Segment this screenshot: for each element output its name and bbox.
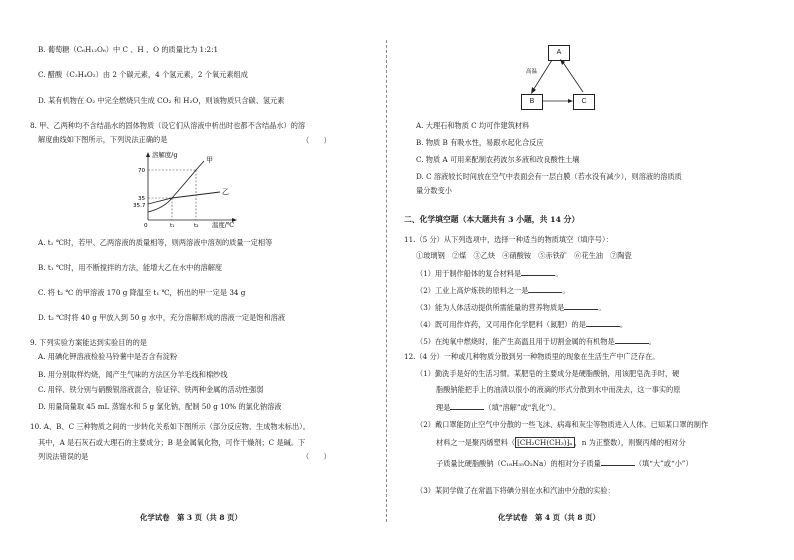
q9-option-a: A. 用碘化钾溶液检验马铃薯中是否含有淀粉 xyxy=(38,352,178,361)
q8-stem-line2: 解度曲线如下图所示，下列说法正确的是 xyxy=(38,135,168,144)
q11-part2: （2）工业上高炉炼铁的原料之一是 。 xyxy=(416,286,570,295)
q11-part3-blank[interactable] xyxy=(564,302,598,310)
q11-part2-text: （2）工业上高炉炼铁的原料之一是 xyxy=(416,286,529,295)
q12-part3: （3）某同学做了在常温下将碘分别在水和汽油中分散的实验： xyxy=(416,486,615,495)
q11-part4-text: （4）既可用作炸药，又可用作化学肥料（氮肥）的是 xyxy=(416,320,586,329)
q8-option-c: C. 将 t₂ ℃ 的甲溶液 170 g 降温至 t₁ ℃，析出的甲一定是 34 g xyxy=(38,288,246,297)
q7-option-b: B. 葡萄糖（C₆H₁₂O₆）中 C 、H 、O 的质量比为 1:2:1 xyxy=(38,45,219,54)
q11-part1-blank[interactable] xyxy=(521,268,555,276)
q12-part2-hint: （填“大”或“小”） xyxy=(634,459,693,468)
q11-part4-blank[interactable] xyxy=(586,319,620,327)
q11-part5: （5）在纯氧中燃烧时，能产生高温且用于切割金属的有机物是 。 xyxy=(416,337,656,346)
solubility-curve-graph xyxy=(130,148,242,228)
q12-part1-blank[interactable] xyxy=(450,402,484,410)
q12-part2-line1: （2）戴口罩能防止空气中分散的一些飞沫、病毒和灰尘等物质进入人体。已知某口罩的制作 xyxy=(416,420,709,429)
q8-answer-bracket: （ ） xyxy=(302,136,331,145)
q9-option-c: C. 用锌、铁分别与硝酸银溶液混合，验证锌、铁两种金属的活动性强弱 xyxy=(38,385,264,394)
q8-option-d: D. t₂ ℃时将 40 g 甲放入到 50 g 水中，充分溶解形成的溶液一定是饱和溶液 xyxy=(38,313,286,322)
q12-part2-blank[interactable] xyxy=(601,458,635,466)
q10-option-b: B. 物质 B 有吸水性，易跟水起化合反应 xyxy=(416,138,544,147)
tick-35-7: 35.7 xyxy=(133,203,146,209)
q8-option-b: B. t₁ ℃时，用不断搅拌的方法，能增大乙在水中的溶解度 xyxy=(38,263,223,272)
q12-part1-line2: 脂酸钠能把手上的油渍以很小的液滴的形式分散到水中而洗去，这一事实的原 xyxy=(436,385,681,394)
y-axis-label: 溶解度/g xyxy=(152,151,178,159)
diagram-arrows xyxy=(508,40,608,115)
q11-stem: 11.（5 分）从下列选项中，选择一种适当的物质填空（填序号）： xyxy=(404,235,613,244)
y-axis-arrow xyxy=(146,152,150,157)
q8-stem-line1: 8. 甲、乙两种均不含结晶水的固体物质（设它们从溶液中析出时也都不含结晶水）的溶 xyxy=(30,121,306,130)
q7-option-c: C. 醋酸（C₂H₄O₂）由 2 个碳元素，4 个氢元素，2 个氧元素组成 xyxy=(38,70,248,79)
q11-part1-text: （1）用于制作船体的复合材料是 xyxy=(416,269,522,278)
q12-part2-line3 xyxy=(436,458,693,469)
tick-35: 35 xyxy=(138,196,146,202)
q11-part5-text: （5）在纯氧中燃烧时，能产生高温且用于切割金属的有机物是 xyxy=(416,337,615,346)
left-page xyxy=(0,0,378,560)
diagram-box-c: C xyxy=(573,94,595,110)
q9-option-d: D. 用量筒量取 45 mL 蒸馏水和 5 g 氯化钠，配制 50 g 10% 的氯化钠溶液 xyxy=(38,402,282,411)
q10-option-c: C. 物质 A 可用来配制农药波尔多液和改良酸性土壤 xyxy=(416,155,580,164)
q8-option-a: A. t₁ ℃时，若甲、乙两溶液的质量相等，则两溶液中溶剂的质量一定相等 xyxy=(38,238,273,247)
polypropylene-formula: ⁅CH₂CH(CH₃)⁆ₙ xyxy=(517,438,573,447)
tick-t2: t₂ xyxy=(194,223,199,228)
q12-part1-hint: （填“溶解”或“乳化”）。 xyxy=(484,403,561,412)
q12-part1-line3 xyxy=(436,402,560,413)
q12-part2-text: 材料之一是聚丙烯塑料 xyxy=(436,438,508,447)
q11-part3: （3）能为人体活动提供所需能量的营养物质是 。 xyxy=(416,303,606,312)
q11-part4: （4）既可用作炸药，又可用作化学肥料（氮肥）的是 。 xyxy=(416,320,628,329)
q11-part2-blank[interactable] xyxy=(528,285,562,293)
q10-option-a: A. 大理石和物质 C 均可作建筑材料 xyxy=(416,121,530,130)
curve-jia xyxy=(148,161,204,212)
q9-option-b: B. 用分别取样灼烧，闻产生气味的方法区分羊毛线和棉纱线 xyxy=(38,370,228,379)
right-page xyxy=(398,0,794,560)
q11-part1: （1）用于制作船体的复合材料是 。 xyxy=(416,269,563,278)
q11-part5-blank[interactable] xyxy=(615,336,649,344)
q12-part2-text-tail: ，n 为正整数），则聚丙烯的相对分 xyxy=(574,438,686,447)
q12-stem: 12.（4 分）一种或几种物质分散到另一种物质里的现象在生活生产中广泛存在。 xyxy=(404,352,660,361)
tick-origin: 0 xyxy=(144,223,148,228)
section-title: 二、化学填空题（本大题共有 3 小题，共 14 分） xyxy=(404,215,580,224)
q12-part2-line2: 材料之一是聚丙烯塑料（ ⁅CH₂CH(CH₃)⁆ₙ ，n 为正整数），则聚丙烯的相对分 xyxy=(436,438,686,447)
q10-stem-line2: 其中，A 是石灰石或大理石的主要成分；B 是金属氧化物，可作干燥剂；C 是碱。下 xyxy=(38,438,306,447)
q12-part1-text: 理是 xyxy=(436,403,451,412)
q10-answer-bracket: （ ） xyxy=(302,452,331,461)
tick-t1: t₁ xyxy=(170,223,175,228)
q12-part2-compare-text: 子质量比硬脂酸钠（C₁₈H₃₅O₂Na）的相对分子质量 xyxy=(436,459,601,468)
q10-option-d-line1: D. C 溶液较长时间放在空气中表面会有一层白膜（若水没有减少），则溶液的溶质质 xyxy=(416,172,682,181)
right-page-footer: 化学试卷 第 4 页（共 8 页） xyxy=(498,513,600,522)
q7-option-d: D. 某有机物在 O₂ 中完全燃烧只生成 CO₂ 和 H₂O，则该物质只含碳、氢元素 xyxy=(38,96,285,105)
x-axis-label: 温度/℃ xyxy=(212,221,235,228)
label-jia: 甲 xyxy=(206,156,213,164)
q12-part1-line1: （1）勤洗手是好的生活习惯。某肥皂的主要成分是硬脂酸钠，用该肥皂洗手时，硬 xyxy=(416,369,680,378)
diagram-box-b: B xyxy=(521,94,543,110)
q10-stem-line1: 10. A、B、C 三种物质之间的一步转化关系如下图所示（部分反应物、生成物未标出）。 xyxy=(30,422,310,431)
label-yi: 乙 xyxy=(222,188,229,196)
page-divider xyxy=(386,40,387,522)
q9-stem: 9. 下列实验方案能达到实验目的的是 xyxy=(30,338,147,347)
q10-option-d-line2: 量分数变小 xyxy=(416,186,452,195)
q10-stem-line3: 列说法错误的是 xyxy=(38,452,89,461)
q11-options: ①玻璃钢 ②煤 ③乙炔 ④硝酸铵 ⑤赤铁矿 ⑥花生油 ⑦陶瓷 xyxy=(416,251,632,260)
arrow-label-high-temp: 高温 xyxy=(526,69,538,75)
left-page-footer: 化学试卷 第 3 页（共 8 页） xyxy=(140,513,242,522)
diagram-box-a: A xyxy=(548,45,570,61)
q11-part3-text: （3）能为人体活动提供所需能量的营养物质是 xyxy=(416,303,565,312)
tick-70: 70 xyxy=(138,168,146,174)
